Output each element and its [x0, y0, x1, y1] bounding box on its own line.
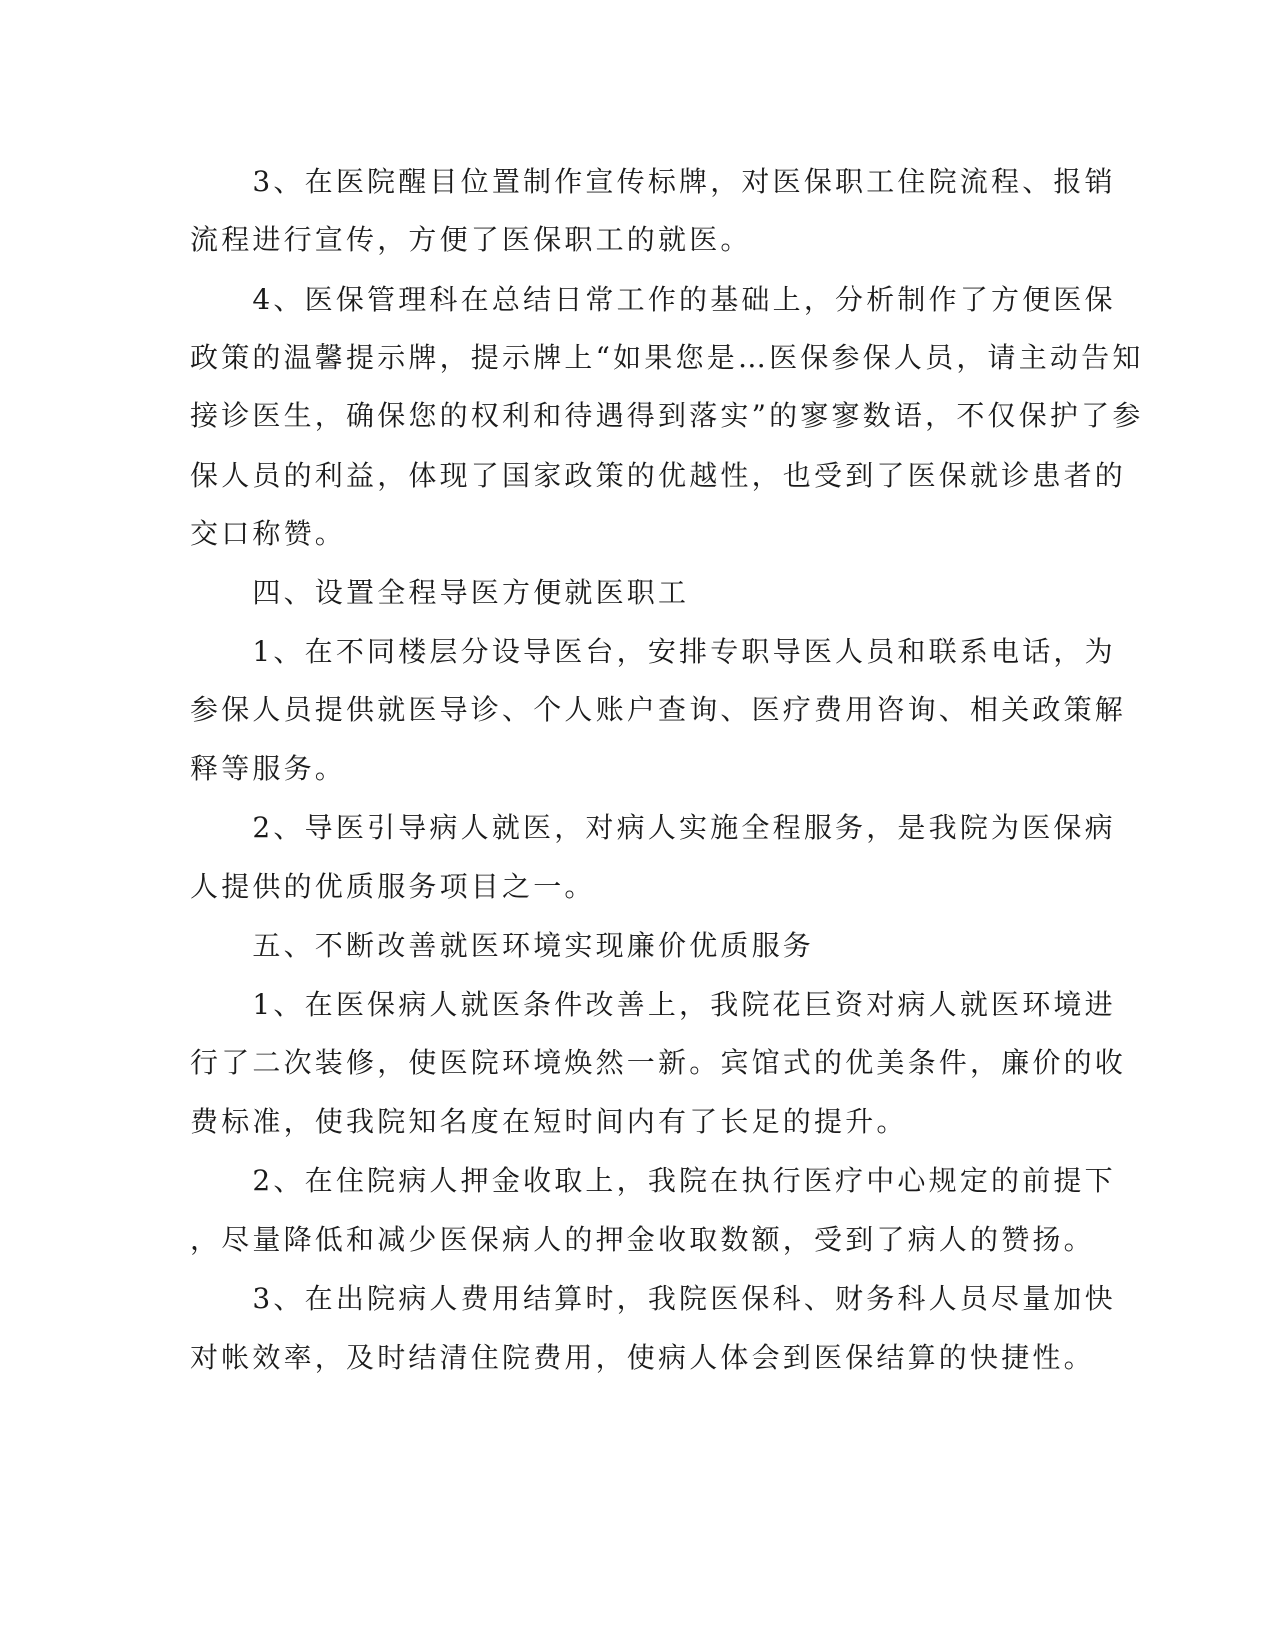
text-line: ，尽量降低和减少医保病人的押金收取数额，受到了病人的赞扬。	[190, 1223, 1095, 1256]
text-line: 人提供的优质服务项目之一。	[190, 870, 596, 903]
text-line: 4、医保管理科在总结日常工作的基础上，分析制作了方便医保	[190, 283, 1116, 316]
text-line: 2、导医引导病人就医，对病人实施全程服务，是我院为医保病	[190, 811, 1116, 844]
text-line: 2、在住院病人押金收取上，我院在执行医疗中心规定的前提下	[190, 1164, 1116, 1197]
section-heading: 五、不断改善就医环境实现廉价优质服务	[190, 929, 815, 962]
text-line: 政策的温馨提示牌，提示牌上“如果您是…医保参保人员，请主动告知	[190, 341, 1144, 374]
text-line: 费标准，使我院知名度在短时间内有了长足的提升。	[190, 1105, 908, 1138]
text-line: 行了二次装修，使医院环境焕然一新。宾馆式的优美条件，廉价的收	[190, 1046, 1127, 1079]
text-line: 3、在医院醒目位置制作宣传标牌，对医保职工住院流程、报销	[190, 165, 1116, 198]
text-line: 流程进行宣传，方便了医保职工的就医。	[190, 223, 752, 256]
text-line: 接诊医生，确保您的权利和待遇得到落实”的寥寥数语，不仅保护了参	[190, 399, 1144, 432]
text-line: 3、在出院病人费用结算时，我院医保科、财务科人员尽量加快	[190, 1282, 1116, 1315]
text-line: 释等服务。	[190, 752, 347, 785]
section-heading: 四、设置全程导医方便就医职工	[190, 576, 690, 609]
text-line: 保人员的利益，体现了国家政策的优越性，也受到了医保就诊患者的	[190, 459, 1127, 492]
text-line: 交口称赞。	[190, 517, 347, 550]
text-line: 参保人员提供就医导诊、个人账户查询、医疗费用咨询、相关政策解	[190, 693, 1127, 726]
text-line: 1、在不同楼层分设导医台，安排专职导医人员和联系电话，为	[190, 635, 1116, 668]
text-line: 1、在医保病人就医条件改善上，我院花巨资对病人就医环境进	[190, 988, 1116, 1021]
text-line: 对帐效率，及时结清住院费用，使病人体会到医保结算的快捷性。	[190, 1341, 1095, 1374]
